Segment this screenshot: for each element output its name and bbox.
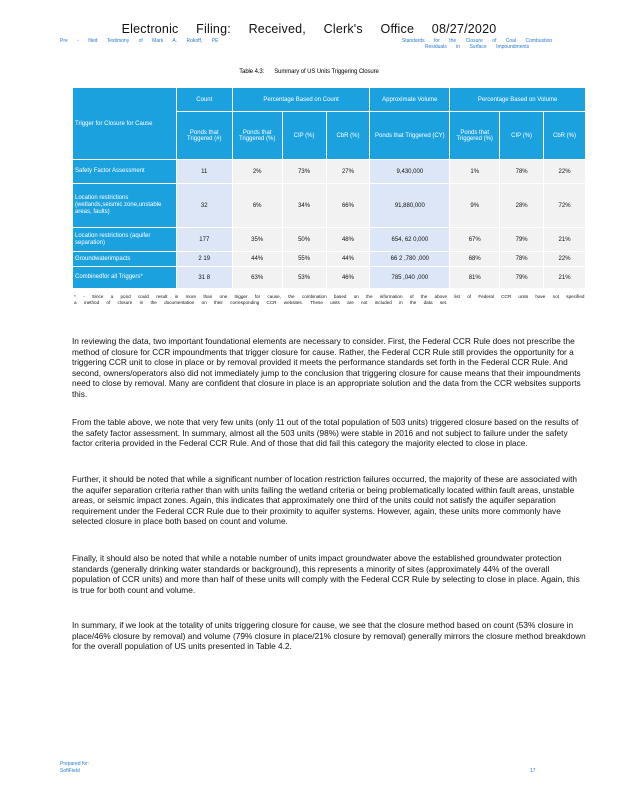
row-label: Location restrictions (wetlands,seismic zone,unstable areas, faults): [73, 184, 177, 228]
page-number: 17: [530, 768, 536, 774]
sub-cip: CIP (%): [282, 112, 326, 160]
cell-count: 2 19: [176, 252, 232, 267]
table-row: [73, 160, 586, 184]
paragraph-text: Finally, it should also be noted that while a notable number of units impact groundwater above the established groundwater protection standards (generally drinking water standards or background), this represents a minority of sites (approximately 44% of the overall population of CCR units) and more than half of these units will comply with the Federal CCR Rule by selecting to close in place. Again, this is true for both count and volume.: [72, 553, 580, 595]
header-right-line2: Residuals in Surface Impoundments: [424, 44, 530, 50]
header-left: Pre - filed Testimony of Mark A. Rokoff, PE: [60, 38, 219, 44]
cell-vpct: 81%: [450, 267, 500, 289]
cell-vcip: 78%: [500, 160, 544, 184]
sub-ponds-pct: Ponds that Triggered (%): [232, 112, 282, 160]
cell-vol: 654, 62 0,000: [370, 228, 450, 252]
cell-cbr: 48%: [326, 228, 370, 252]
sub-ponds-num: Ponds that Triggered (#): [176, 112, 232, 160]
cell-vcip: 78%: [500, 252, 544, 267]
cell-vpct: 1%: [450, 160, 500, 184]
table-row: [73, 267, 586, 289]
cell-pct: 63%: [232, 267, 282, 289]
header-right-line1: Standards for the Closure of Coal Combustion: [401, 38, 553, 44]
col-trigger: Trigger for Closure for Cause: [73, 88, 177, 160]
col-pct-volume: Percentage Based on Volume: [450, 88, 586, 112]
cell-vcbr: 72%: [544, 184, 586, 228]
sub-cbr: CbR (%): [326, 112, 370, 160]
cell-count: 11: [176, 160, 232, 184]
cell-count: 177: [176, 228, 232, 252]
cell-vcip: 79%: [500, 267, 544, 289]
cell-count: 32: [176, 184, 232, 228]
cell-vcbr: 21%: [544, 228, 586, 252]
sub-cbr2: CbR (%): [544, 112, 586, 160]
table-caption: [0, 69, 618, 75]
prepared-for: [60, 761, 89, 775]
cell-vol: 9,430,000: [370, 160, 450, 184]
cell-cip: 53%: [282, 267, 326, 289]
sub-ponds-cy: Ponds that Triggered (CY): [370, 112, 450, 160]
row-label: Combinedfor all Triggers*: [73, 267, 177, 289]
paragraph-text: Further, it should be noted that while a significant number of location restriction failures occurred, the majority of these are associated with the aquifer separation criteria rather than with units failing the wetland criteria or being problematically located within fault areas, unstable areas, or seismic impact zones. Again, this indicates that approximately one third of the units could not satisfy the aquifer separation requirement under the Federal CCR Rule due to their proximity to aquifer systems. However, again, these units more commonly have selected closure in place both based on count and volume.: [72, 474, 577, 527]
paragraph-1: [72, 336, 586, 400]
cell-vcbr: 21%: [544, 267, 586, 289]
cell-pct: 35%: [232, 228, 282, 252]
table-row: [73, 184, 586, 228]
cell-cbr: 27%: [326, 160, 370, 184]
cell-cbr: 46%: [326, 267, 370, 289]
cell-vpct: 9%: [450, 184, 500, 228]
sub-ponds-pct2: Ponds that Triggered (%): [450, 112, 500, 160]
cell-cip: 73%: [282, 160, 326, 184]
paragraph-3: [72, 474, 586, 527]
col-volume: Approximate Volume: [370, 88, 450, 112]
cell-count: 31 8: [176, 267, 232, 289]
col-count: Count: [176, 88, 232, 112]
cell-pct: 2%: [232, 160, 282, 184]
cell-pct: 6%: [232, 184, 282, 228]
cell-vol: 91,880,000: [370, 184, 450, 228]
cell-vpct: 67%: [450, 228, 500, 252]
cell-vcip: 79%: [500, 228, 544, 252]
table-number: Table 4.3:: [239, 69, 265, 75]
table-row: [73, 228, 586, 252]
paragraph-text: In reviewing the data, two important foundational elements are necessary to consider. First, the Federal CCR Rule does not prescribe the method of closure for CCR impoundments that trigger closure for cause. Rather, the Federal CCR Rule still provides the opportunity for a triggering CCR unit to close in place or by removal provided it meets the performance standards set forth in the Federal CCR Rule. And second, owners/operators also did not immediately jump to the conclusion that triggering closure for cause means that their impoundments need to close by removal. Many are confident that closure in place is an appropriate solution and the data from the CCR websites supports this.: [72, 336, 581, 399]
cell-cbr: 66%: [326, 184, 370, 228]
sub-cip2: CIP (%): [500, 112, 544, 160]
cell-vcbr: 22%: [544, 252, 586, 267]
cell-vpct: 68%: [450, 252, 500, 267]
row-label: Groundwaterimpacts: [73, 252, 177, 267]
cell-cbr: 44%: [326, 252, 370, 267]
paragraph-2: [72, 417, 586, 449]
cell-vol: 66 2 ,780 ,000: [370, 252, 450, 267]
closure-summary-table: [72, 87, 586, 289]
cell-vcbr: 22%: [544, 160, 586, 184]
cell-cip: 34%: [282, 184, 326, 228]
prepared-label: Prepared for:: [60, 761, 90, 767]
filing-stamp: Electronic Filing: Received, Clerk's Office 08/27/2020: [121, 22, 497, 36]
table-title: Summary of US Units Triggering Closure: [274, 69, 379, 75]
paragraph-5: [72, 620, 586, 652]
paragraph-text: In summary, if we look at the totality of units triggering closure for cause, we see that the closure method based on count (53% closure in place/46% closure by removal) and volume (79% closure in place/21% closure by removal) generally mirrors the closure method breakdown for the overall population of US units presented in Table 4.2.: [72, 620, 586, 652]
cell-vol: 785 ,040 ,000: [370, 267, 450, 289]
row-label: Location restrictions (aquifer separation): [73, 228, 177, 252]
paragraph-4: [72, 553, 586, 595]
table-row: [73, 252, 586, 267]
table-footnote: * - Since a pond could result in more than one trigger for cause, the combination based on the information of the above list of Federal CCR units have not specified a method of closure in the documentation on their corresponding CCR websites. These units are not included in the data set.: [74, 294, 585, 305]
cell-cip: 55%: [282, 252, 326, 267]
header-right: [392, 38, 562, 50]
prepared-client: SoftField: [60, 768, 80, 774]
paragraph-text: From the table above, we note that very few units (only 11 out of the total population of 503 units) triggered closure based on the results of the safety factor assessment. In summary, almost all the 503 units (98%) were stable in 2016 and not subject to failure under the safety factor criteria provided in the Federal CCR Rule. And of those that did fail this category the majority elected to close in place.: [72, 417, 579, 449]
col-pct-count: Percentage Based on Count: [232, 88, 370, 112]
cell-pct: 44%: [232, 252, 282, 267]
row-label: Safety Factor Assessment: [73, 160, 177, 184]
cell-cip: 50%: [282, 228, 326, 252]
cell-vcip: 28%: [500, 184, 544, 228]
